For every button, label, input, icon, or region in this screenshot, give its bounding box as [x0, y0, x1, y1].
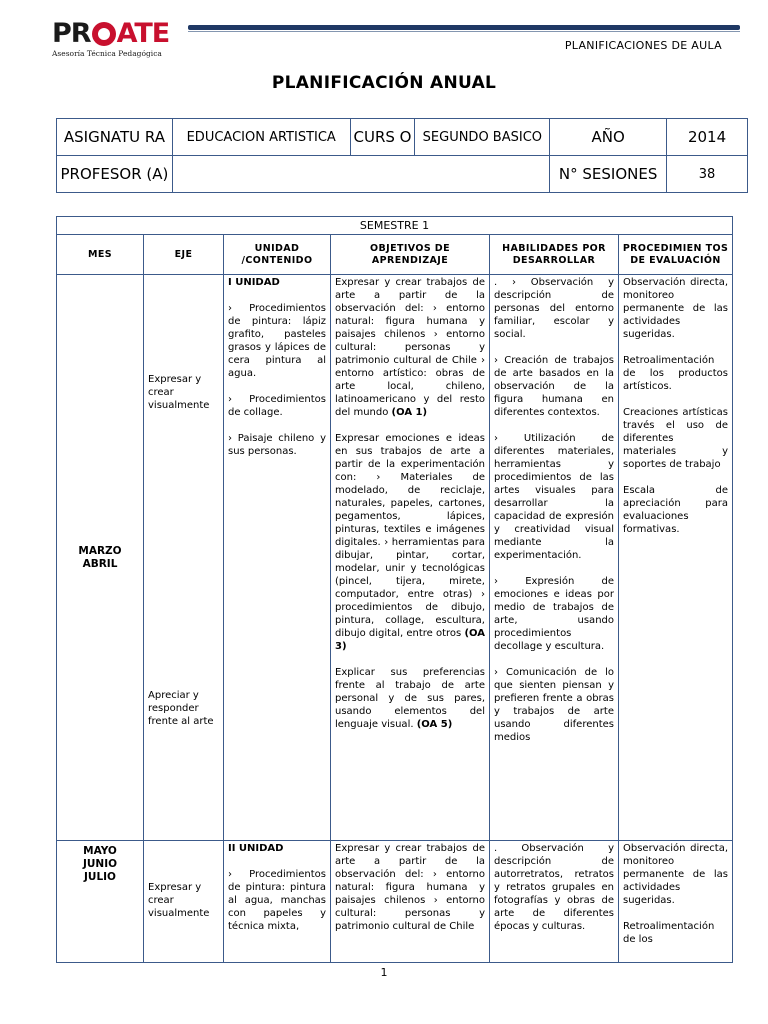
col-header-objetivos: OBJETIVOS DE APRENDIZAJE: [331, 235, 490, 275]
list-item: › Comunicación de lo que sienten piensan y prefieren frente a obras y trabajos de arte usando diferentes medios: [494, 667, 614, 743]
list-item: Retroalimentación de los productos artísticos.: [623, 355, 729, 392]
sesiones-label: N° SESIONES: [550, 156, 667, 193]
anio-label: AÑO: [550, 119, 667, 156]
month-cell: MARZO ABRIL: [57, 275, 144, 841]
objective-text: Expresar emociones e ideas en sus trabajos de arte a partir de la experimentación con: › Materiales de modelado, de reciclaje, naturales, papeles, cartones, pegamentos, lápices, pinturas, textiles e imágenes digitales. › herramientas para dibujar, pintar, cortar, modelar, unir y tecnológicas (pincel, tijera, mirete, computador, entre otras) › procedimientos de dibujo, pintura, collage, escultura, dibujo digital, entre otros: [335, 433, 485, 639]
objective-tag: (OA 3): [335, 628, 486, 652]
objective-text: Expresar y crear trabajos de arte a partir de la observación del: › entorno natural: figura humana y paisajes chilenos › entorno cultural: personas y patrimonio cultural de Chile: [335, 843, 485, 932]
logo-wordmark: PR ATE: [52, 18, 170, 49]
curso-value: SEGUNDO BASICO: [415, 119, 550, 156]
header-rule-thin: [188, 31, 740, 32]
header-rule: [188, 25, 740, 30]
objective-item: [335, 432, 485, 653]
list-item: . Observación y descripción de autorretratos, retratos y retratos grupales en fotografías y obras de arte de diferentes épocas y culturas.: [494, 843, 614, 932]
logo: [52, 20, 172, 62]
objective-text: Explicar sus preferencias frente al trabajo de arte personal y de sus pares, usando elementos del lenguaje visual.: [335, 667, 485, 730]
asignatura-label: ASIGNATU RA: [57, 119, 173, 156]
sesiones-value: 38: [667, 156, 748, 193]
objetivos-cell: [331, 841, 490, 963]
eje-text: Expresar y crear visualmente: [148, 882, 210, 919]
logo-o-icon: [92, 22, 116, 46]
asignatura-value: EDUCACION ARTISTICA: [172, 119, 350, 156]
list-item: › Procedimientos de pintura: pintura al agua, manchas con papeles y técnica mixta,: [228, 869, 326, 932]
unidad-cell: [224, 841, 331, 963]
eje-cell: [144, 841, 224, 963]
eje-text: Expresar y crear visualmente: [148, 374, 210, 411]
objective-item: [335, 666, 485, 731]
habilidades-cell: [490, 841, 619, 963]
anio-value: 2014: [667, 119, 748, 156]
list-item: › Paisaje chileno y sus personas.: [228, 433, 326, 457]
profesor-label: PROFESOR (A): [57, 156, 173, 193]
table-row: [57, 841, 733, 963]
col-header-mes: MES: [57, 235, 144, 275]
list-item: Observación directa, monitoreo permanente de las actividades sugeridas.: [623, 277, 729, 340]
unidad-title: II UNIDAD: [228, 843, 284, 854]
unidad-title: I UNIDAD: [228, 277, 280, 288]
list-item: › Procedimientos de collage.: [228, 394, 326, 418]
semester-table: [56, 216, 733, 963]
col-header-habilidades: HABILIDADES POR DESARROLLAR: [490, 235, 619, 275]
semester-title: SEMESTRE 1: [57, 217, 733, 235]
list-item: Observación directa, monitoreo permanente de las actividades sugeridas.: [623, 843, 729, 906]
month-text: MAYO JUNIO JULIO: [82, 845, 118, 883]
list-item: › Creación de trabajos de arte basados en la observación de la figura humana en diferentes contextos.: [494, 355, 614, 418]
objetivos-cell: [331, 275, 490, 841]
month-cell: [57, 841, 144, 963]
profesor-value[interactable]: [172, 156, 549, 193]
info-table: [56, 118, 748, 193]
list-item: › Utilización de diferentes materiales, herramientas y procedimientos de las artes visuales para desarrollar la capacidad de expresión y creatividad visual mediante la experimentación.: [494, 433, 614, 561]
curso-label: CURS O: [350, 119, 415, 156]
objective-text: Expresar y crear trabajos de arte a partir de la observación del: › entorno natural: figura humana y paisajes chilenos › entorno cultural: personas y patrimonio cultural de Chile › entorno artístico: obras de arte local, chileno, latinoamericano y del resto del mundo: [335, 277, 485, 418]
objective-item: [335, 276, 485, 419]
habilidades-cell: [490, 275, 619, 841]
list-item: Retroalimentación de los: [623, 921, 715, 945]
evaluacion-cell: [619, 275, 733, 841]
eje-cell: [144, 275, 224, 841]
eje-text: Apreciar y responder frente al arte: [148, 690, 214, 727]
list-item: . › Observación y descripción de personas del entorno familiar, escolar y social.: [494, 277, 614, 340]
doc-type: PLANIFICACIONES DE AULA: [564, 39, 722, 52]
page-title: PLANIFICACIÓN ANUAL: [271, 73, 497, 93]
objective-tag: (OA 1): [391, 407, 428, 418]
logo-tagline: Asesoría Técnica Pedagógica: [52, 49, 162, 58]
table-row: [57, 275, 733, 841]
col-header-evaluacion: PROCEDIMIEN TOS DE EVALUACIÓN: [619, 235, 733, 275]
evaluacion-cell: [619, 841, 733, 963]
unidad-cell: [224, 275, 331, 841]
list-item: › Expresión de emociones e ideas por medio de trabajos de arte, usando procedimientos decollage y escultura.: [494, 576, 614, 652]
list-item: Creaciones artísticas través el uso de diferentes materiales y soportes de trabajo: [623, 407, 729, 470]
col-header-eje: EJE: [144, 235, 224, 275]
list-item: › Procedimientos de pintura: lápiz grafito, pasteles grasos y lápices de cera pintura al agua.: [228, 303, 326, 379]
list-item: Escala de apreciación para evaluaciones formativas.: [623, 485, 729, 535]
page-number: 1: [380, 966, 388, 979]
col-header-unidad: UNIDAD /CONTENIDO: [224, 235, 331, 275]
objective-tag: (OA 5): [416, 719, 453, 730]
